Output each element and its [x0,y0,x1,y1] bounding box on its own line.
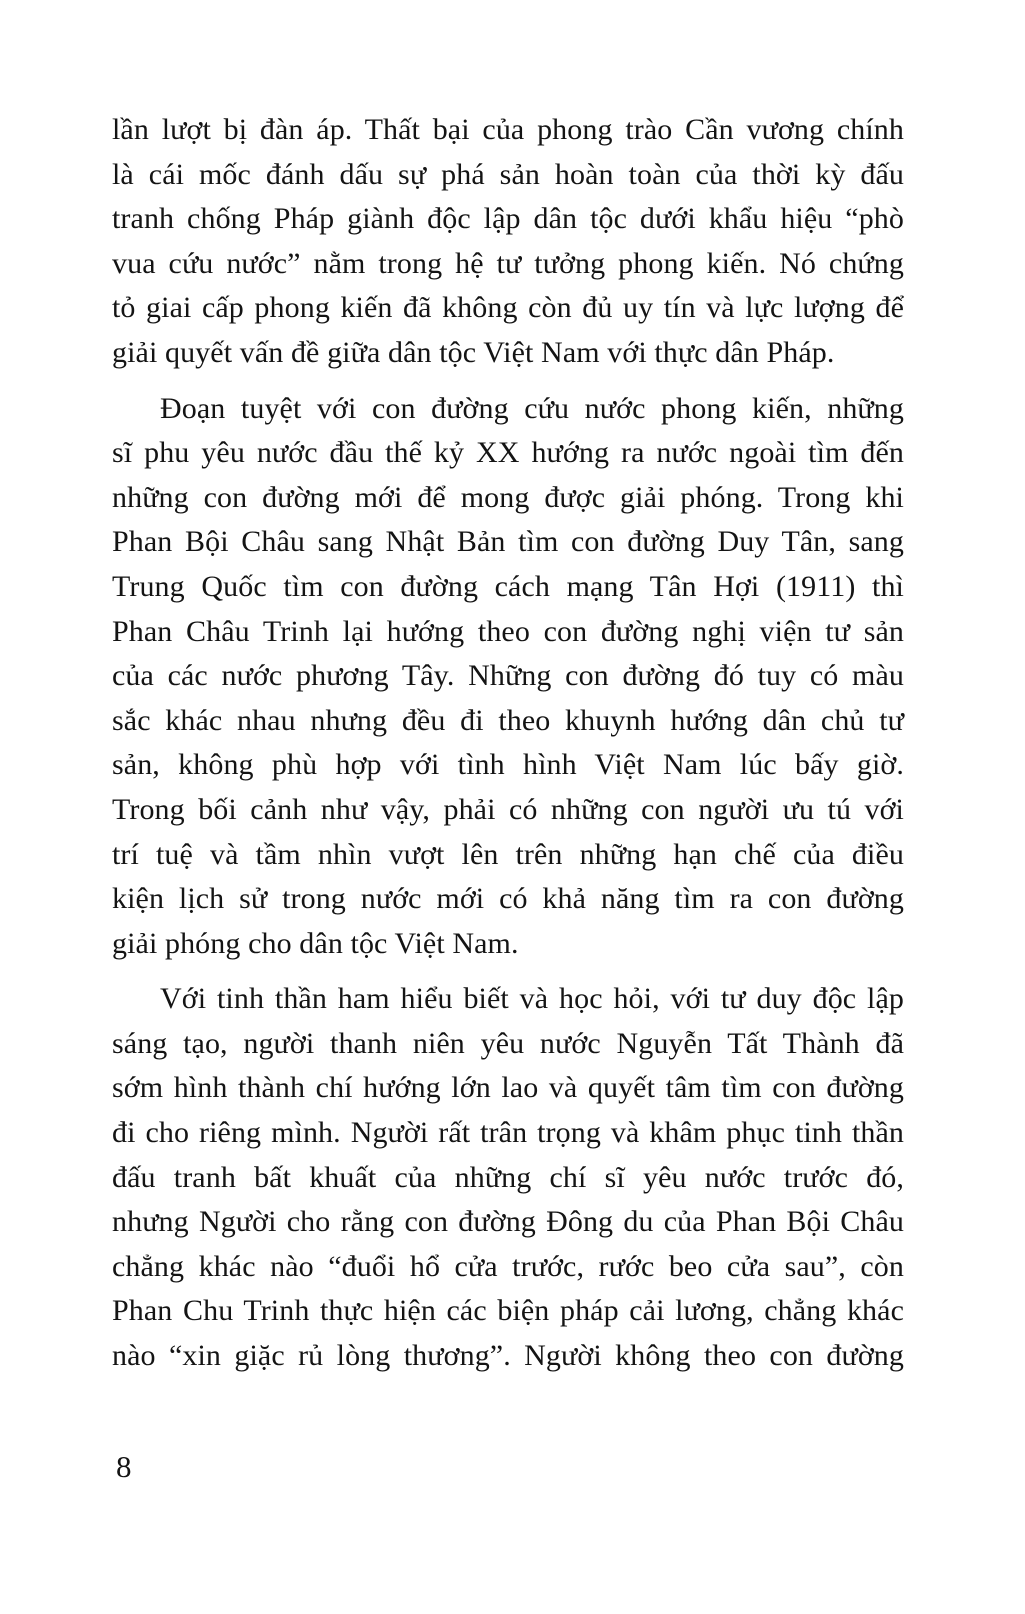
text-line: Trung Quốc tìm con đường cách mạng Tân Hợi (1911) thì [112,569,904,603]
paragraph [112,387,904,967]
paragraph [112,977,904,1378]
text-line: Phan Bội Châu sang Nhật Bản tìm con đường Duy Tân, sang [112,525,904,559]
text-line: vua cứu nước” nằm trong hệ tư tưởng phong kiến. Nó chứng [112,246,904,280]
text-line: chẳng khác nào “đuổi hổ cửa trước, rước beo cửa sau”, còn [112,1249,904,1283]
text-line: những con đường mới để mong được giải phóng. Trong khi [112,480,904,514]
text-line: đi cho riêng mình. Người rất trân trọng và khâm phục tinh thần [112,1116,904,1150]
text-line: trí tuệ và tầm nhìn vượt lên trên những hạn chế của điều [112,837,904,871]
text-line: sớm hình thành chí hướng lớn lao và quyết tâm tìm con đường [112,1071,904,1105]
text-line: sản, không phù hợp với tình hình Việt Nam lúc bấy giờ. [112,748,904,782]
text-line: kiện lịch sử trong nước mới có khả năng tìm ra con đường [112,882,904,916]
text-line: Phan Chu Trinh thực hiện các biện pháp cải lương, chẳng khác [112,1294,904,1328]
text-line: sĩ phu yêu nước đầu thế kỷ XX hướng ra nước ngoài tìm đến [112,436,904,470]
text-line: Đoạn tuyệt với con đường cứu nước phong kiến, những [160,391,904,425]
text-line: nhưng Người cho rằng con đường Đông du của Phan Bội Châu [112,1205,904,1239]
text-line: sắc khác nhau nhưng đều đi theo khuynh hướng dân chủ tư [112,703,904,737]
text-line: Với tinh thần ham hiểu biết và học hỏi, với tư duy độc lập [160,982,904,1016]
text-line: đấu tranh bất khuất của những chí sĩ yêu nước trước đó, [112,1160,904,1194]
text-line: sáng tạo, người thanh niên yêu nước Nguyễn Tất Thành đã [112,1026,904,1060]
text-line: Trong bối cảnh như vậy, phải có những con người ưu tú với [112,792,904,826]
text-line: lần lượt bị đàn áp. Thất bại của phong trào Cần vương chính [112,113,904,146]
text-line: giải quyết vấn đề giữa dân tộc Việt Nam với thực dân Pháp. [112,335,835,369]
text-line: của các nước phương Tây. Những con đường đó tuy có màu [112,659,904,693]
text-line: Phan Châu Trinh lại hướng theo con đường nghị viện tư sản [112,614,904,648]
page-number: 8 [116,1449,132,1484]
text-line: tỏ giai cấp phong kiến đã không còn đủ uy tín và lực lượng để [112,291,904,325]
page-text [112,108,904,1390]
text-line: là cái mốc đánh dấu sự phá sản hoàn toàn của thời kỳ đấu [112,157,904,191]
text-line: giải phóng cho dân tộc Việt Nam. [112,926,519,960]
text-line: nào “xin giặc rủ lòng thương”. Người không theo con đường [112,1339,904,1373]
paragraph [112,108,904,376]
text-line: tranh chống Pháp giành độc lập dân tộc dưới khẩu hiệu “phò [112,202,904,236]
